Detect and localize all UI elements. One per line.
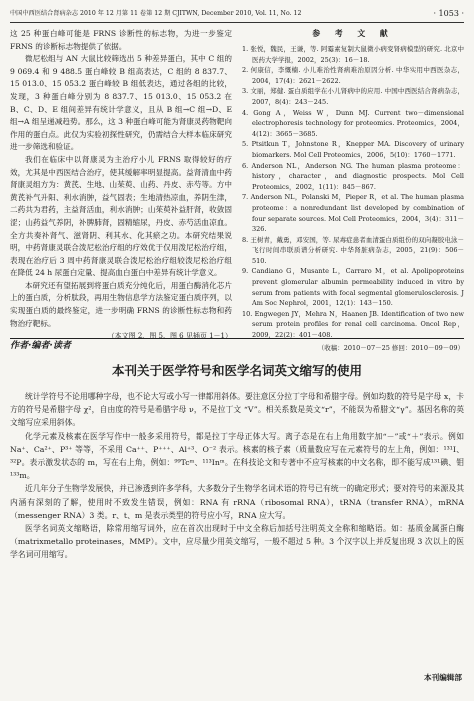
section-label: 作者·编者·读者 <box>10 340 75 352</box>
article-paragraph: 近几年分子生物学发展快，并已渗透到许多学科，大多数分子生物学名词术语的符号已有统一的确定形式；要对符号的来源及其内涵有深刻的了解，使用时不致发生错误，例如：RNA 有 rRNA（ribosomal RNA），tRNA（transfer RNA），mRNA（messenger RNA）3 类。r、t、m 是表示类型的符号应小写，RNA 应大写。 <box>10 484 464 520</box>
reference-item: 10. Engwegen JY，Mehra N，Haanen JB. Identification of two new serum protein profiles for renal cell carcinoma. Oncol Rep，2009，22(2)：401－408. <box>242 309 464 340</box>
reference-item: 2. 何康信，李慨楠. 小儿难治性肾病难治原因分析. 中华实用中西医杂志，2004，17(4)：2621－2622. <box>242 66 464 85</box>
reference-item: 3. 文丽，郑健. 蛋白质组学在小儿肾病中的应用. 中国中西医结合肾病杂志，2007，8(4)：243－245. <box>242 87 464 106</box>
article-body <box>10 390 464 630</box>
figure-note: （本文图 2、图 5、图 6 见插页 1－1） <box>107 332 232 341</box>
article-paragraph: 统计学符号不论用哪种字母，也不论大写或小写一律都用斜体。要注意区分拉丁字母和希腊字母。例如均数的符号是字母 x，卡方的符号是希腊字母 χ²，自由度的符号是希腊字母 ν，不是拉丁文 “V”。相关系数是英文“r”，不能误为希腊文“γ”。基因名称的英文缩写应采用斜体。 <box>10 392 464 428</box>
reference-item: 9. Candiano G，Musante L，Carraro M，et al. Apolipoproteins prevent glomerular albumin permeability induced in vitro by serum from patients with focal segmental glomerulosclerosis. J Am Soc Nephrol，2001，12(1)：143－150. <box>242 267 464 308</box>
reference-item: 8. 王树青，戴勇，邓安国，等. 尿毒症患者血清蛋白质组份的双向凝胶电泳－飞行时间串联质谱分析研究. 中华肾脏病杂志，2005，21(9)：506－510. <box>242 235 464 265</box>
body-paragraph: 本研究还有望拓展到将蛋白质充分纯化后，用蛋白酶消化芯片上的蛋白质，分析肽段，再用生物信息学方法鉴定蛋白质序列，以实现蛋白质的最终鉴定，进一步明确 FRNS 的诊断性标志物和药物治疗靶标。 <box>10 280 232 328</box>
page-number: · 1053 · <box>433 9 464 18</box>
references-title: 参 考 文 献 <box>312 29 394 38</box>
journal-line: 中国中西医结合肾病杂志 2010 年 12 月第 11 卷第 12 期 CJITWN, December 2010, Vol. 11, No. 12 <box>10 10 302 17</box>
references-column <box>242 28 464 352</box>
reference-item: 1. 张悦，魏民，王谦，等. 阿霉素复制大鼠微小病变肾病模型的研究. 北京中医药大学学报，2002，25(3)：16－18. <box>242 45 464 64</box>
reference-item: 7. Anderson NL，Polanski M，Pieper R，et al. The human plasma proteome：a nonredundant list developed by combination of four separate sources. Mol Cell Proteomics，2004，3(4)：311－326. <box>242 193 464 234</box>
received-date-note: （收稿：2010－07－25 修回：2010－09－09） <box>317 343 464 352</box>
left-column <box>10 28 232 341</box>
section-divider <box>10 338 464 353</box>
article-paragraph: 医学名词英文缩略语，除常用缩写词外，应在首次出现时于中文全称后加括号注明英文全称和缩略语。如：基质金属蛋白酶（matrixmetallo proteinases，MMP）。文中，应尽量少用英文缩写，一般不超过 5 种。3 个汉字以上并反复出现 3 次以上的医学名词可用缩写。 <box>10 524 464 560</box>
editorial-signature: 本刊编辑部 <box>424 673 462 682</box>
body-paragraph: 这 25 种蛋白峰可能是 FRNS 诊断性的标志物，为进一步鉴定 FRNS 的诊断标志物提供了依据。 <box>10 29 232 51</box>
reference-item: 6. Anderson NL，Anderson NG. The human plasma proteome：history，character，and diagnostic prospects. Mol Cell Proteomics，2002，1(11)：845－867. <box>242 161 464 191</box>
reference-item: 4. Gong A，Weiss W，Dunn MJ. Current two－dimensional electrophoresis technology for proteomics. Proteomics，2004，4(12)：3665－3685. <box>242 108 464 138</box>
body-paragraph: 我们在临床中以肾康灵为主治疗小儿 FRNS 取得较好的疗效，尤其是中西医结合治疗，使其缓解率明显提高。益肾清血中药肾康灵组方为：黄芪、生地、山茱萸、山药、丹皮、赤芍等。方中黄芪补气升阳、利水消肿，益气固表；生地清热凉血，养阴生津，二药共为君药，主益肾活血，利水消肿；山茱萸补益肝肾，收敛固涩；山药益气养阴，补脾肺肾，固精缩尿，丹皮、赤芍活血凉血。全方共奏补肾气、滋肾阴、利其水、化其瘀之功。本研究结果说明，中药肾康灵联合泼尼松治疗组的疗效优于仅用泼尼松治疗组，表现在治疗后 3 周中药肾康灵联合泼尼松治疗组较泼尼松治疗组在降低 24 h 尿蛋白定量、提高血白蛋白中差异有统计学意义。 <box>10 154 232 278</box>
reference-item: 5. Ptsitkun T，Johnstone R，Knepper MA. Discovery of urinary biomarkers. Mol Cell Proteomics，2006，5(10)：1760－1771. <box>242 140 464 159</box>
article-title: 本刊关于医学符号和医学名词英文缩写的使用 <box>111 363 362 378</box>
body-paragraph: 微尼松组与 AN 大鼠比较筛选出 5 种差异蛋白，其中 C 组的 9 069.4 和 9 488.5 蛋白峰较 B 组高表达，C 组的 8 837.7、15 013.0、15 053.2 蛋白峰较 B 组低表达，通过各组的比较，发现，3 种蛋白峰分别为 8 837.7、15 013.0、15 053.2 在 B、C、D、E 组间差异有统计学意义，且从 B 组→C 组→D、E 组→A 组呈递减趋势。那么，这 3 种蛋白峰可能为肾康灵药物靶向作用的蛋白点。此仅为实验初探性研究，仍需结合大样本临床研究进一步筛选和验证。 <box>10 54 232 152</box>
article-paragraph: 化学元素及核素在医学写作中一般多采用符号，都是拉丁字母正体大写。离子态是在右上角用数字加“－”或“＋”表示。例如 Na⁺、Ca²⁺、P³⁺ 等等，不采用 Ca⁺⁺、P⁺⁺⁺、Al⁺³、O⁻² 表示。核素的核子素（质量数应写在元素符号的左上角，例如：¹³¹I、³²P。表示激发状态的 m，写在右上角，例如：⁹⁹Tcᵐ、¹¹³Inᵐ。在科技论文和专著中不应写核素的中文名称，即不能写成¹³¹碘、钼¹³³m。 <box>10 431 464 481</box>
running-header <box>10 6 464 23</box>
